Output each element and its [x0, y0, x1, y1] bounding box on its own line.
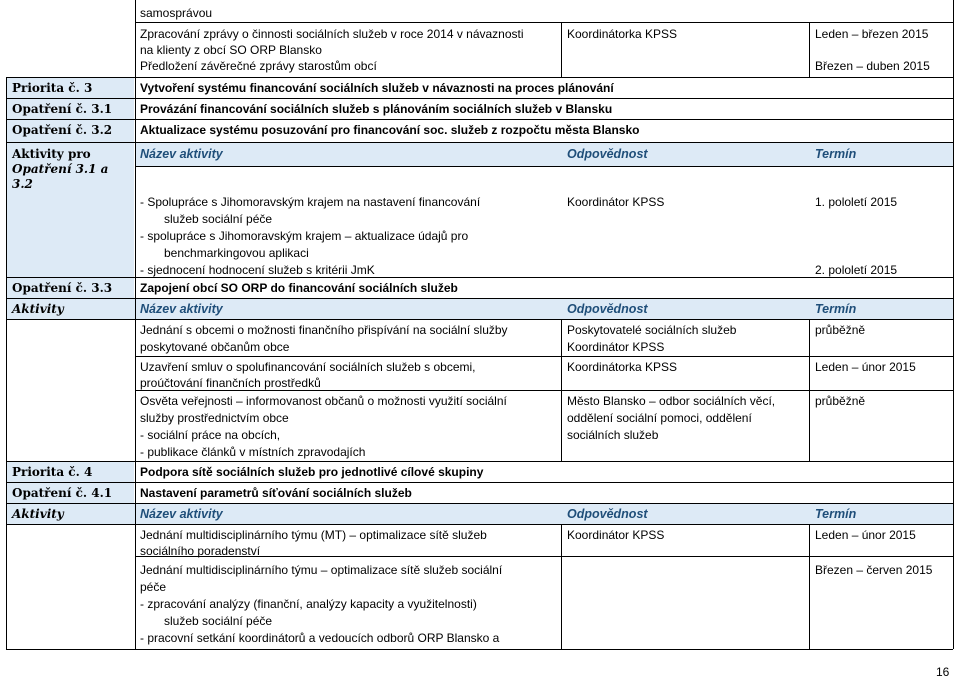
rule	[809, 22, 810, 77]
activity-line: - publikace článků v místních zpravodajích	[140, 445, 366, 459]
activities-label: Aktivity pro	[12, 147, 91, 161]
top-activity-line: Zpracování zprávy o činnosti sociálních služeb v roce 2014 v návaznosti	[140, 27, 524, 41]
measure-3-3-label: Opatření č. 3.3	[12, 281, 113, 295]
activity-term: průběžně	[815, 394, 866, 408]
column-header-name: Název aktivity	[140, 147, 223, 161]
activity-line: Jednání multidisciplinárního týmu (MT) – optimalizace sítě služeb	[140, 528, 487, 542]
rule	[6, 524, 953, 525]
rule	[809, 524, 810, 649]
rule	[6, 119, 953, 120]
activity-line: - sjednocení hodnocení služeb s kritérii JmK	[140, 263, 375, 277]
top-activity-line: na klienty z obcí SO ORP Blansko	[140, 43, 322, 57]
activity-term: Leden – únor 2015	[815, 528, 916, 542]
activity-responsible: Koordinátor KPSS	[567, 195, 665, 209]
column-header-name: Název aktivity	[140, 302, 223, 316]
activity-responsible: sociálních služeb	[567, 428, 659, 442]
top-responsible: Koordinátorka KPSS	[567, 27, 678, 41]
activity-term: Leden – únor 2015	[815, 360, 916, 374]
activity-responsible: oddělení sociální pomoci, oddělení	[567, 411, 752, 425]
activities-label: 3.2	[12, 177, 33, 191]
column-header-term: Termín	[815, 302, 857, 316]
rule	[561, 22, 562, 77]
rule	[561, 524, 562, 649]
top-term: Leden – březen 2015	[815, 27, 929, 41]
rule	[953, 0, 954, 649]
activity-responsible: Koordinátorka KPSS	[567, 360, 678, 374]
rule	[6, 649, 953, 650]
activity-responsible: Koordinátor KPSS	[567, 340, 665, 354]
rule	[135, 22, 953, 23]
column-header-responsibility: Odpovědnost	[567, 507, 648, 521]
measure-3-2-label: Opatření č. 3.2	[12, 123, 113, 137]
activity-line: benchmarkingovou aplikaci	[164, 246, 309, 260]
priority-3-label: Priorita č. 3	[12, 81, 93, 95]
rule	[135, 356, 953, 357]
rule	[135, 166, 953, 167]
activity-term: průběžně	[815, 323, 866, 337]
activity-line: - spolupráce s Jihomoravským krajem – aktualizace údajů pro	[140, 229, 469, 243]
rule	[6, 503, 953, 504]
measure-4-1-label: Opatření č. 4.1	[12, 486, 113, 500]
rule	[561, 319, 562, 461]
measure-3-1-label: Opatření č. 3.1	[12, 102, 113, 116]
top-heading: samosprávou	[140, 6, 213, 20]
rule	[6, 319, 953, 320]
activity-line: proúčtování finančních prostředků	[140, 376, 321, 390]
rule	[809, 319, 810, 461]
activity-responsible: Poskytovatelé sociálních služeb	[567, 323, 737, 337]
rule	[6, 77, 7, 649]
column-header-term: Termín	[815, 147, 857, 161]
activity-line: služeb sociální péče	[164, 212, 273, 226]
activities-label: Aktivity	[12, 507, 64, 521]
rule	[6, 298, 953, 299]
page-number: 16	[936, 665, 950, 679]
column-header-term: Termín	[815, 507, 857, 521]
activity-line: - zpracování analýzy (finanční, analýzy kapacity a využitelnosti)	[140, 597, 477, 611]
rule	[6, 461, 953, 462]
activity-line: Uzavření smluv o spolufinancování sociálních služeb s obcemi,	[140, 360, 476, 374]
measure-3-3-title: Zapojení obcí SO ORP do financování sociálních služeb	[140, 281, 458, 295]
rule	[6, 482, 953, 483]
column-header-name: Název aktivity	[140, 507, 223, 521]
activity-term: 1. pololetí 2015	[815, 195, 898, 209]
column-header-responsibility: Odpovědnost	[567, 147, 648, 161]
activity-line: sociálního poradenství	[140, 544, 261, 558]
activity-line: Osvěta veřejnosti – informovanost občanů o možnosti využití sociální	[140, 394, 507, 408]
rule	[6, 77, 953, 78]
measure-4-1-title: Nastavení parametrů síťování sociálních služeb	[140, 486, 412, 500]
activity-term: Březen – červen 2015	[815, 563, 933, 577]
activities-label: Opatření 3.1 a	[12, 162, 109, 176]
top-activity-line: Předložení závěrečné zprávy starostům obcí	[140, 59, 377, 73]
rule	[135, 0, 136, 649]
activity-line: služeb sociální péče	[164, 614, 273, 628]
column-header-responsibility: Odpovědnost	[567, 302, 648, 316]
activity-line: - pracovní setkání koordinátorů a vedoucích odborů ORP Blansko a	[140, 631, 500, 645]
activity-line: Jednání multidisciplinárního týmu – optimalizace sítě služeb sociální	[140, 563, 503, 577]
measure-3-1-title: Provázání financování sociálních služeb s plánováním sociálních služeb v Blansku	[140, 102, 613, 116]
activity-line: Jednání s obcemi o možnosti finančního přispívání na sociální služby	[140, 323, 508, 337]
rule	[6, 277, 953, 278]
rule	[135, 390, 953, 391]
rule	[6, 98, 953, 99]
activity-line: poskytované občanům obce	[140, 340, 290, 354]
rule	[6, 142, 953, 143]
activity-responsible: Koordinátor KPSS	[567, 528, 665, 542]
activity-term: 2. pololetí 2015	[815, 263, 898, 277]
activities-label: Aktivity	[12, 302, 64, 316]
activity-line: - sociální práce na obcích,	[140, 428, 281, 442]
priority-4-title: Podpora sítě sociálních služeb pro jednotlivé cílové skupiny	[140, 465, 484, 479]
top-term: Březen – duben 2015	[815, 59, 930, 73]
activity-line: - Spolupráce s Jihomoravským krajem na nastavení financování	[140, 195, 481, 209]
priority-3-title: Vytvoření systému financování sociálních služeb v návaznosti na proces plánování	[140, 81, 614, 95]
priority-4-label: Priorita č. 4	[12, 465, 93, 479]
measure-3-2-title: Aktualizace systému posuzování pro financování soc. služeb z rozpočtu města Blansko	[140, 123, 640, 137]
activity-line: péče	[140, 580, 167, 594]
activity-responsible: Město Blansko – odbor sociálních věcí,	[567, 394, 776, 408]
activity-line: služby prostřednictvím obce	[140, 411, 289, 425]
